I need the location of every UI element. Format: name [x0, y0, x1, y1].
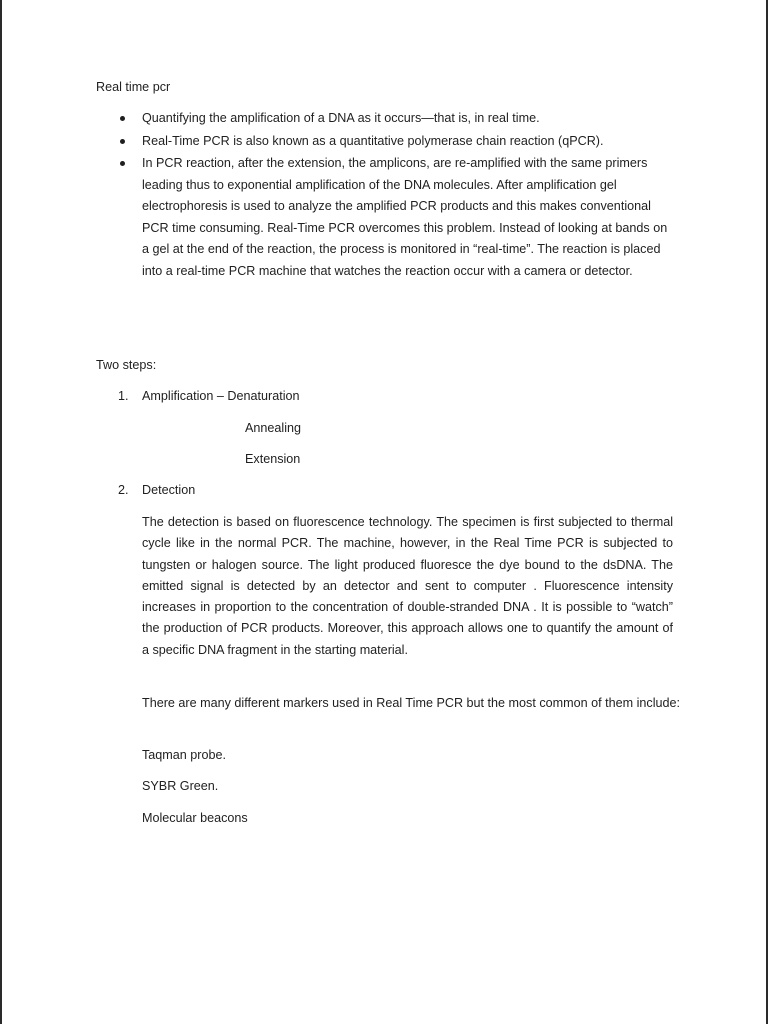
markers-intro: There are many different markers used in Real Time PCR but the most common of them include:: [142, 696, 681, 710]
bullet-text: In PCR reaction, after the extension, the amplicons, are re-amplified with the same primers leading thus to exponential amplification of the DNA molecules. After amplification gel electrophoresis is used to analyze the amplified PCR products and this makes conventional PCR time consuming. Real-Time PCR overcomes this problem. Instead of looking at bands on a gel at the end of the reaction, the process is monitored in “real-time”. The reaction is placed into a real-time PCR machine that watches the reaction occur with a camera or detector.: [142, 156, 668, 278]
bullet-item: [96, 131, 676, 153]
step-label: Amplification – Denaturation: [142, 389, 300, 403]
bullet-icon: [120, 139, 125, 144]
bullet-icon: [120, 116, 125, 121]
bullet-item: [96, 153, 676, 282]
document-title: Real time pcr: [96, 80, 171, 94]
substep-extension: Extension: [245, 452, 301, 466]
step-number: 2.: [118, 483, 129, 497]
step-item: [118, 389, 300, 403]
marker-item: Taqman probe.: [142, 748, 227, 762]
step-label: Detection: [142, 483, 196, 497]
steps-heading: Two steps:: [96, 358, 157, 372]
marker-item: SYBR Green.: [142, 779, 219, 793]
bullet-text: Real-Time PCR is also known as a quantitative polymerase chain reaction (qPCR).: [142, 133, 604, 148]
page-border-left: [0, 0, 2, 1024]
step-item: [118, 483, 195, 497]
substep-annealing: Annealing: [245, 421, 302, 435]
bullet-text: Quantifying the amplification of a DNA as it occurs—that is, in real time.: [142, 111, 540, 125]
detection-paragraph: The detection is based on fluorescence technology. The specimen is first subjected to thermal cycle like in the normal PCR. The machine, however, in the Real Time PCR is subjected to tungsten or halogen source. The light produced fluoresce the dye bound to the dsDNA. The emitted signal is detected by an detector and sent to computer . Fluorescence intensity increases in proportion to the concentration of double-stranded DNA . It is possible to “watch” the production of PCR products. Moreover, this approach allows one to quantify the amount of a specific DNA fragment in the starting material.: [142, 515, 673, 657]
bullet-item: [96, 108, 676, 130]
bullet-icon: [120, 161, 125, 166]
bullet-list: [96, 108, 676, 283]
marker-item: Molecular beacons: [142, 811, 248, 825]
step-number: 1.: [118, 389, 129, 403]
